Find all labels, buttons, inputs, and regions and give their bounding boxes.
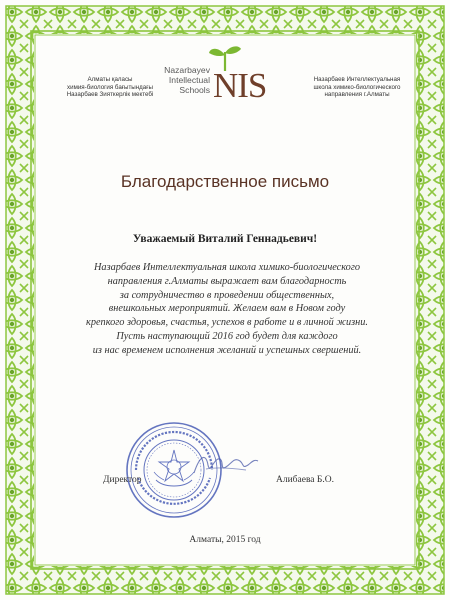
header-right-line: направления г.Алматы [324, 91, 390, 99]
place-date: Алматы, 2015 год [189, 535, 261, 545]
body-line: внешкольных мероприятий. Желаем вам в Новом году [108, 303, 346, 315]
greeting: Уважаемый Виталий Геннадьевич! [132, 233, 318, 245]
header-right-line: Назарбаев Интеллектуальная [313, 76, 401, 83]
nis-logo [150, 44, 300, 110]
logo-wordmark [150, 65, 210, 95]
logo-mark: NIS [213, 66, 267, 105]
body-line: из нас временем исполнения желаний и успешных свершений. [92, 344, 362, 356]
header-left-line: Назарбаев Зияткерлік мектебі [66, 91, 154, 99]
header-right-line: школа химико-биологического [313, 83, 401, 91]
logo-word: Schools [179, 85, 210, 95]
header-left-line: химия-биология бағытындағы [67, 83, 153, 91]
body-line: направления г.Алматы выражает вам благодарность [107, 275, 347, 287]
letter-body [60, 261, 394, 358]
handwritten-signature-icon [190, 447, 260, 483]
document-title: Благодарственное письмо [120, 172, 330, 191]
body-line: крепкого здоровья, счастья, успехов в работе и в личной жизни. [86, 317, 368, 329]
signatory-name: Алибаева Б.О. [276, 475, 334, 485]
header-left-line: Алматы қаласы [87, 76, 133, 83]
logo-word: Nazarbayev [164, 65, 210, 75]
body-line: Пусть наступающий 2016 год будет для каждого [116, 330, 338, 342]
body-line: Назарбаев Интеллектуальная школа химико-биологического [94, 262, 360, 273]
logo-word: Intellectual [168, 75, 210, 85]
body-line: за сотрудничество в проведении общественных, [119, 289, 335, 301]
signatory-title: Директор [103, 475, 142, 485]
header-org-russian [298, 76, 416, 99]
